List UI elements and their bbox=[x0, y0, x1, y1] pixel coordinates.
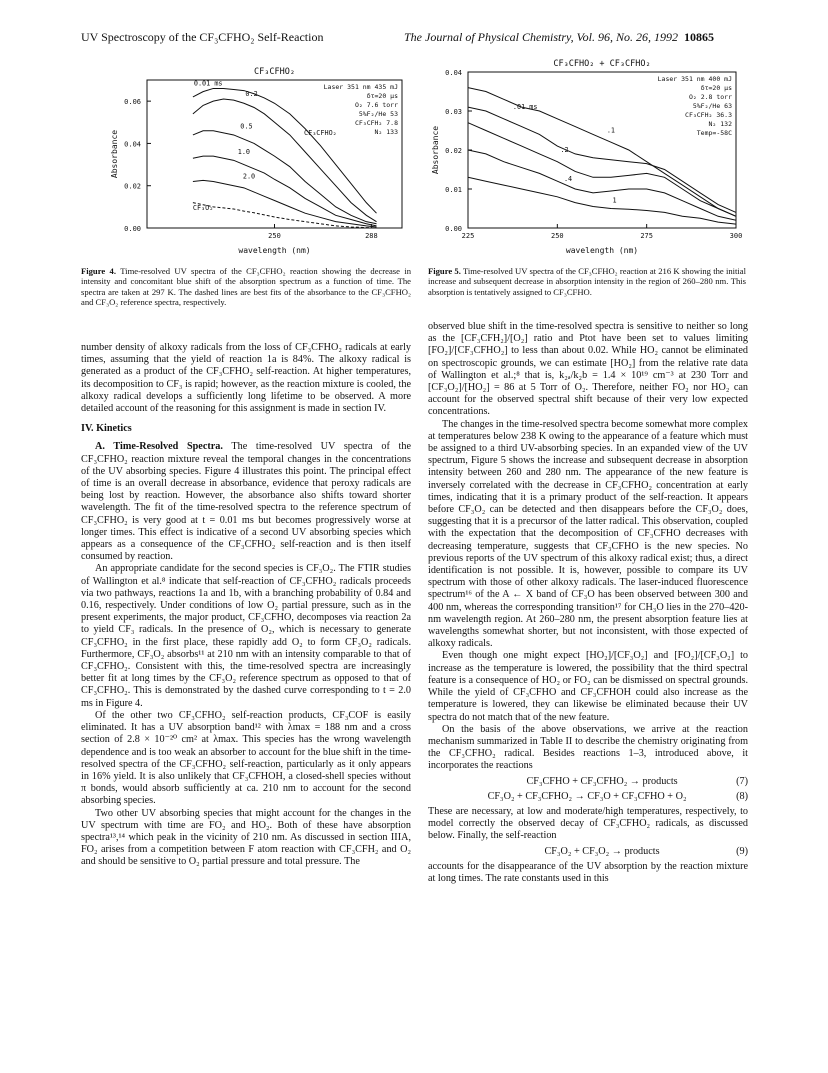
legend-entry: 5%F₂/He 53 bbox=[358, 110, 398, 118]
x-tick-label: 250 bbox=[268, 232, 281, 240]
right-paragraph-6: accounts for the disappearance of the UV absorption by the reaction mixture at long times. The rate constants used in this bbox=[428, 860, 748, 884]
curve-label: .2 bbox=[560, 145, 569, 154]
legend-entry: N₂ 132 bbox=[708, 120, 732, 128]
legend-entry: O₂ 2.8 torr bbox=[688, 93, 732, 101]
figure-5-caption bbox=[428, 266, 746, 297]
curve-label: .4 bbox=[563, 175, 573, 184]
series-line bbox=[468, 177, 736, 224]
x-axis-label: wavelength (nm) bbox=[565, 246, 639, 255]
y-tick-label: 0.04 bbox=[445, 69, 462, 77]
left-paragraph-5: Two other UV absorbing species that might account for the changes in the UV spectrum with time are FO₂ and HO₂. Both of these have absorption spectra¹³,¹⁴ which peak in the vicinity of 210 nm. As discussed in section IIIA, FO₂ arises from a competition between F atom reaction with CF₃CFH₂ and O₂ and should be sensitive to O₂ partial pressure and total pressure. The bbox=[81, 807, 411, 868]
left-column bbox=[81, 342, 411, 869]
equation-9-text: CF₃O₂ + CF₃O₂ → products bbox=[544, 845, 660, 857]
left-paragraph-1: number density of alkoxy radicals from the loss of CF₃CFHO₂ radicals at early times, assuming that the yield of reaction 1a is 84%. The alkoxy radical is generated as a product of the CF₃CFHO₂ self-reaction. At higher temperatures, its decomposition to CF₃ is rapid; however, as the reaction mixture is cooled, the alkoxy radical develops a sufficiently long lifetime to be observed. A more detailed account of the reasoning for this assignment is made in section IV. bbox=[81, 342, 411, 415]
series-line bbox=[193, 203, 377, 228]
curve-label: CF₃CFHO₂ bbox=[304, 128, 337, 137]
x-axis-label: wavelength (nm) bbox=[238, 246, 311, 255]
chart-title: CF₃CFHO₂ bbox=[254, 67, 295, 77]
curve-label: 1.0 bbox=[237, 148, 251, 156]
legend-entry: 5%F₂/He 63 bbox=[692, 102, 732, 110]
figure-5-chart bbox=[428, 52, 758, 262]
right-paragraph-5: These are necessary, at low and moderate/high temperatures, respectively, to model correctly the observed decay of CF₃CFHO₂ radicals, as discussed below. Finally, the self-reaction bbox=[428, 805, 748, 842]
chart-title: CF₃CFHO₂ + CF₃CFHO₂ bbox=[553, 59, 651, 69]
figure-4-label: Figure 4. bbox=[81, 266, 117, 276]
curve-label: 0.5 bbox=[240, 122, 253, 131]
right-paragraph-2: The changes in the time-resolved spectra become somewhat more complex at temperatures below 238 K owing to the appearance of a feature which must be assigned to a third UV-absorbing species. In an expanded view of the UV spectrum, Figure 5 shows the increase and subsequent decrease in absorption intensity between 260 and 280 nm. The appearance of the new feature is inversely correlated with the decrease in CF₃CFHO₂ concentration at early times, indicating that it is a primary product of the self-reaction. It appears before CF₃O₂ can be detected and then disappears before the CF₃O₂ does, suggesting that it is a precursor of the latter radical. This observation, coupled with the expectation that the decomposition of CF₃CFHO decreases with decreasing temperature, suggests that CF₃CFHO is the new species. No previous reports of the UV spectrum of this alkoxy radical exist; thus, a direct identification is not possible. It is, however, possible to compare its UV spectrum with those of other alkoxy radicals. The laser-induced fluorescence spectrum¹⁶ of the A ← X band of CF₃O has been observed between 300 and 400 nm, whereas the corresponding transition¹⁷ for CH₃O lies in the 270–420-nm wavelength region. At 260–280 nm, the present absorption feature lies at wavelengths somewhat shorter, but not inconsistent, with those expected of alkoxy radicals. bbox=[428, 418, 748, 650]
curve-label: 0.2 bbox=[245, 89, 258, 98]
legend-entry: Temp=-58C bbox=[696, 129, 732, 137]
y-axis-label: Absorbance bbox=[431, 125, 440, 175]
equation-8-number: (8) bbox=[736, 790, 748, 802]
figure-4-caption-text: Time-resolved UV spectra of the CF₃CFHO₂ reaction showing the decrease in intensity and concomitant blue shift of the absorption spectrum as a function of time. The spectra are taken at 297 K. The dashed lines are best fits of the absorbance to the CF₃CFHO₂ and CF₃O₂ reference spectra, respectively. bbox=[81, 266, 411, 307]
curve-label: .1 bbox=[606, 126, 616, 135]
equation-8-text: CF₃O₂ + CF₃CFHO₂ → CF₃O + CF₃CFHO + O₂ bbox=[487, 790, 687, 802]
series-line bbox=[193, 99, 377, 222]
figure-4-chart bbox=[82, 52, 412, 262]
equation-9-number: (9) bbox=[736, 845, 748, 857]
equation-7-number: (7) bbox=[736, 775, 748, 787]
right-paragraph-4: On the basis of the above observations, we arrive at the reaction mechanism summarized in Table II to describe the chemistry originating from the CF₃CFHO₂ radical. Besides reactions 1–3, introduced above, it incorporates the reactions bbox=[428, 723, 748, 772]
left-paragraph-2-text: The time-resolved UV spectra of the CF₃CFHO₂ reaction mixture reveal the temporal changes in the concentrations of the UV absorbing species. Figure 4 illustrates this point. The principal effect of time is an overall decrease in absorbance, evidence that peroxy radicals are being lost by reaction. However, the absorbance also shifts toward shorter wavelength. The fit of the time-resolved spectra to the reference spectrum of CF₃CFHO₂ is very good at t = 0.01 ms but becomes progressively worse at longer times. This effect is indicative of a second UV absorbing species which appears as a consequence of the CF₃CFHO₂ self-reaction and is then itself consumed by reaction. bbox=[81, 441, 411, 563]
y-tick-label: 0.00 bbox=[124, 225, 141, 233]
legend-entry: Laser 351 nm 400 mJ bbox=[657, 75, 732, 83]
series-line bbox=[193, 128, 377, 224]
equation-8 bbox=[428, 791, 748, 803]
x-tick-label: 250 bbox=[551, 232, 564, 240]
right-paragraph-3: Even though one might expect [HO₂]/[CF₃O₂] and [FO₂]/[CF₃O₂] to increase as the temperature is lowered, the possibility that the third spectral feature is a consequence of HO₂ or FO₂ can be dismissed on spectral grounds. While the yield of CF₃CFHO and CF₃CFHOH could also increase as the temperature is lowered, they can likewise be eliminated because their UV spectra do not match that of the new feature. bbox=[428, 650, 748, 723]
y-tick-label: 0.00 bbox=[445, 225, 462, 233]
y-tick-label: 0.02 bbox=[124, 182, 141, 191]
figure-5-label: Figure 5. bbox=[428, 266, 461, 276]
series-line bbox=[193, 180, 377, 227]
y-tick-label: 0.03 bbox=[445, 108, 462, 116]
legend-entry: CF₃CFH₂ 36.3 bbox=[685, 111, 732, 119]
legend-entry: Laser 351 nm 435 mJ bbox=[323, 83, 398, 91]
legend-entry: δτ=20 μs bbox=[366, 92, 398, 100]
figure-4-caption bbox=[81, 266, 411, 307]
left-paragraph-2 bbox=[81, 441, 411, 563]
y-axis-label: Absorbance bbox=[110, 129, 119, 179]
curve-label: 2.0 bbox=[242, 172, 256, 181]
subsection-heading: A. Time-Resolved Spectra. bbox=[95, 441, 223, 453]
x-tick-label: 300 bbox=[729, 232, 743, 240]
right-paragraph-1: observed blue shift in the time-resolved spectra is sensitive to neither so long as the [CF₃CFH₂]/[O₂] ratio and Ptot have been set to values limiting [FO₂]/[CF₃CFHO₂] to less than about 0.02. While HO₂ cannot be eliminated on spectroscopic grounds, we can estimate [HO₂] from the relative rate data of Wallington et al.;⁸ that is, k₂ₐ/k₂b = 1.4 × 10¹⁹ cm⁻³ at 230 Torr and [CF₃O₂]/[HO₂] = 86 at 5 Torr of O₂. Therefore, neither FO₂ nor HO₂ can account for the observed spectral shift because of their very low expected concentrations. bbox=[428, 321, 748, 418]
curve-label: CF₃O₂ bbox=[192, 204, 214, 213]
curve-label: 1 bbox=[612, 196, 617, 205]
series-line bbox=[468, 150, 736, 220]
y-tick-label: 0.04 bbox=[124, 140, 141, 149]
equation-7 bbox=[428, 776, 748, 788]
section-heading-kinetics: IV. Kinetics bbox=[81, 423, 132, 435]
running-head-left: UV Spectroscopy of the CF₃CFHO₂ Self-Reaction bbox=[81, 30, 324, 44]
y-tick-label: 0.06 bbox=[124, 98, 141, 107]
y-tick-label: 0.01 bbox=[445, 186, 462, 194]
curve-label: .01 ms bbox=[512, 103, 538, 112]
series-line bbox=[468, 107, 736, 212]
figure-4-svg bbox=[82, 52, 412, 262]
figure-5-caption-text: Time-resolved UV spectra of the CF₃CFHO₂ reaction at 216 K showing the initial increase and subsequent decrease in absorption intensity in the region of 260–280 nm. This absorption is tentatively assigned to CF₃CFHO. bbox=[428, 266, 746, 297]
y-tick-label: 0.02 bbox=[445, 147, 462, 155]
page-number: 10865 bbox=[684, 30, 714, 44]
running-head-right bbox=[404, 30, 714, 45]
x-tick-label: 288 bbox=[365, 232, 378, 240]
legend-entry: CF₃CFH₂ 7.8 bbox=[354, 119, 398, 127]
figure-5-svg bbox=[428, 52, 758, 262]
right-column bbox=[428, 321, 748, 885]
series-line bbox=[193, 156, 377, 226]
series-line bbox=[193, 88, 377, 213]
legend-entry: N₂ 133 bbox=[374, 128, 398, 136]
left-paragraph-3: An appropriate candidate for the second species is CF₃O₂. The FTIR studies of Wallington et al.⁸ indicate that self-reaction of CF₃CFHO₂ radicals proceeds via two pathways, reactions 1a and 1b, with a branching probability of 0.84 and 0.16, respectively. Under conditions of low O₂ partial pressure, such as in the present experiments, the major product, CF₃CFHO, decomposes via reaction 2a to yield CF₃ radicals. In the presence of O₂, which is necessary to generate CF₃CFHO₂ in the first place, these rapidly add O₂ to form CF₃O₂ radicals. Furthermore, CF₃O₂ absorbs¹¹ at 210 nm with an intensity comparable to that of CF₃CFHO₂. Consistent with this, the time-resolved spectra are increasingly better fit at long times by the CF₃O₂ reference spectrum as opposed to that of CF₃CFHO₂. This is demonstrated by the dashed curve corresponding to t = 2.0 ms in Figure 4. bbox=[81, 563, 411, 709]
equation-9 bbox=[428, 846, 748, 858]
journal-citation: The Journal of Physical Chemistry, Vol. 96, No. 26, 1992 bbox=[404, 30, 678, 44]
equation-7-text: CF₃CFHO + CF₃CFHO₂ → products bbox=[526, 775, 678, 787]
x-tick-label: 275 bbox=[640, 232, 653, 240]
legend-entry: δτ=20 μs bbox=[700, 84, 732, 92]
x-tick-label: 225 bbox=[461, 232, 475, 240]
curve-label: 0.01 ms bbox=[193, 79, 223, 88]
legend-entry: O₂ 7.6 torr bbox=[354, 101, 398, 109]
left-paragraph-4: Of the other two CF₃CFHO₂ self-reaction products, CF₃COF is easily eliminated. It has a UV absorption band¹² with λmax = 188 nm and a cross section of 2.8 × 10⁻²⁰ cm² at λmax. This species has the wrong wavelength dependence and is too weak an absorber to account for the blue shift in the time-resolved spectra of the CF₃CFHO₂ self-reaction, particularly as it only appears in 16% yield. It is also unlikely that CF₃CFHOH, a closed-shell species without π bonds, would absorb sufficiently at ca. 210 nm to account for the second absorbing species. bbox=[81, 709, 411, 807]
